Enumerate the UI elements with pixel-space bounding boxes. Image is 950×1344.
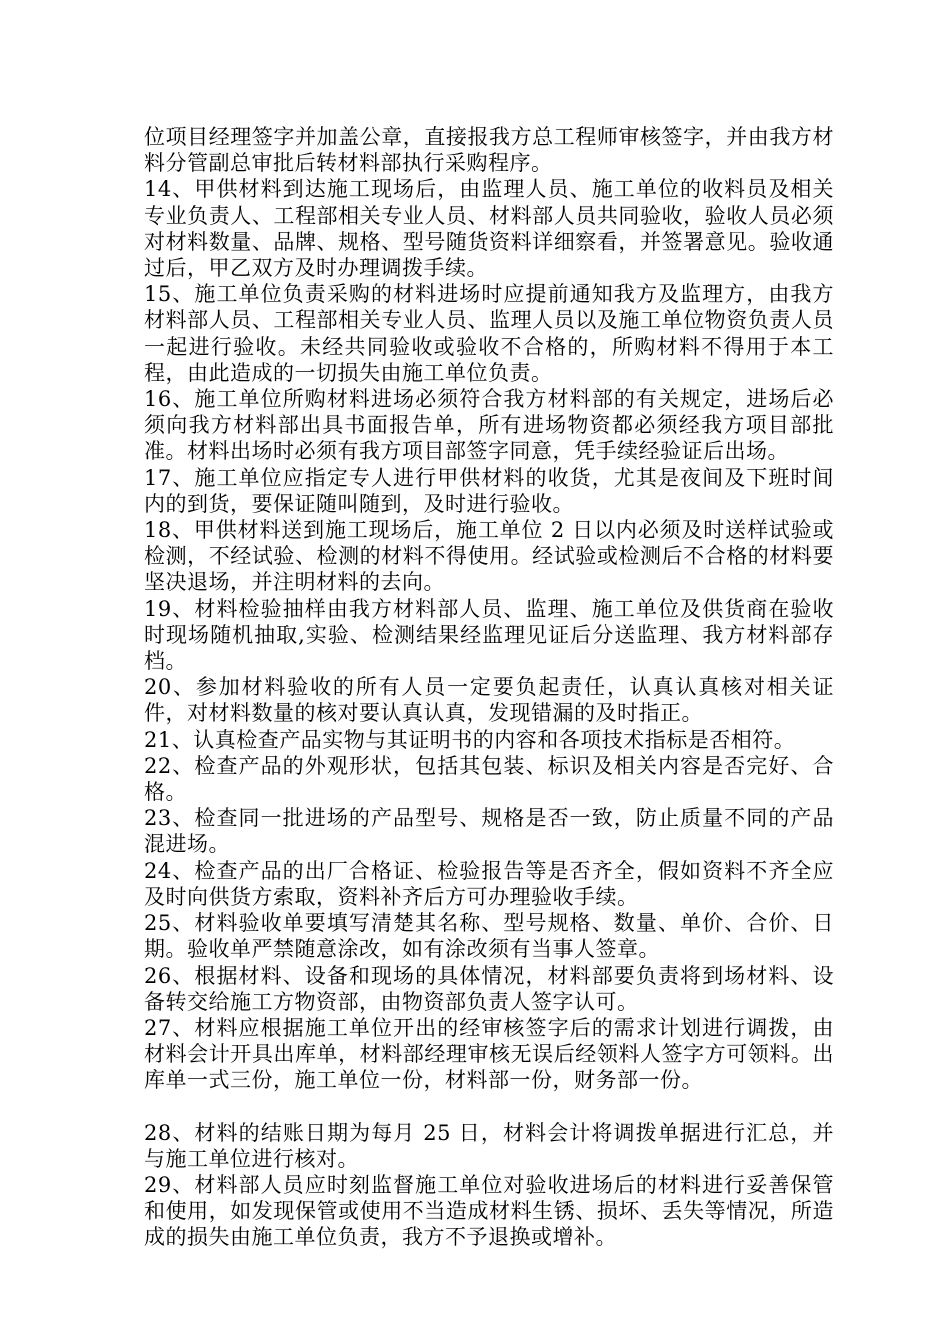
paragraph-item-19: 19、材料检验抽样由我方材料部人员、监理、施工单位及供货商在验收时现场随机抽取,实验、检测结果经监理见证后分送监理、我方材料部存档。 [144,596,834,674]
paragraph-item-14: 14、甲供材料到达施工现场后，由监理人员、施工单位的收料员及相关专业负责人、工程部相关专业人员、材料部人员共同验收，验收人员必须对材料数量、品牌、规格、型号随货资料详细察看，并签署意见。验收通过后，甲乙双方及时办理调拨手续。 [144,177,834,281]
paragraph-item-28: 28、材料的结账日期为每月 25 日，材料会计将调拨单据进行汇总，并与施工单位进行核对。 [144,1120,834,1171]
paragraph-item-17: 17、施工单位应指定专人进行甲供材料的收货，尤其是夜间及下班时间内的到货，要保证随叫随到，及时进行验收。 [144,465,834,516]
paragraph-item-21: 21、认真检查产品实物与其证明书的内容和各项技术指标是否相符。 [144,727,796,752]
paragraph-item-23: 23、检查同一批进场的产品型号、规格是否一致，防止质量不同的产品混进场。 [144,806,834,857]
paragraph-item-27: 27、材料应根据施工单位开出的经审核签字后的需求计划进行调拨，由 材料会计开具出库单，材料部经理审核无误后经领料人签字方可领料。出库单一式三份，施工单位一份，材料部一份，财务部一份。 [144,1015,834,1093]
paragraph-item-26: 26、根据材料、设备和现场的具体情况，材料部要负责将到场材料、设备转交给施工方物资部，由物资部负责人签字认可。 [144,963,834,1014]
paragraph-item-15: 15、施工单位负责采购的材料进场时应提前通知我方及监理方，由我方材料部人员、工程部相关专业人员、监理人员以及施工单位物资负责人员一起进行验收。未经共同验收或验收不合格的，所购材料不得用于本工程，由此造成的一切损失由施工单位负责。 [144,282,834,385]
paragraph-item-22: 22、检查产品的外观形状，包括其包装、标识及相关内容是否完好、合格。 [144,753,834,805]
paragraph-item-18: 18、甲供材料送到施工现场后，施工单位 2 日以内必须及时送样试验或检测，不经试验、检测的材料不得使用。经试验或检测后不合格的材料要坚决退场，并注明材料的去向。 [144,518,834,595]
document-body [144,124,834,1251]
paragraph-item-16: 16、施工单位所购材料进场必须符合我方材料部的有关规定，进场后必须向我方材料部出具书面报告单，所有进场物资都必须经我方项目部批准。材料出场时必须有我方项目部签字同意，凭手续经验证后出场。 [144,387,834,464]
blank-line [144,1094,834,1120]
paragraph-item-29: 29、材料部人员应时刻监督施工单位对验收进场后的材料进行妥善保管和使用，如发现保管或使用不当造成材料生锈、损坏、丢失等情况，所造成的损失由施工单位负责，我方不予退换或增补。 [144,1172,834,1250]
paragraph-item-24: 24、检查产品的出厂合格证、检验报告等是否齐全，假如资料不齐全应及时向供货方索取，资料补齐后方可办理验收手续。 [144,858,834,909]
paragraph-continuation: 位项目经理签字并加盖公章，直接报我方总工程师审核签字，并由我方材料分管副总审批后转材料部执行采购程序。 [144,125,834,176]
paragraph-item-20: 20、参加材料验收的所有人员一定要负起责任，认真认真核对相关证件，对材料数量的核对要认真认真，发现错漏的及时指正。 [144,675,834,726]
paragraph-item-25: 25、材料验收单要填写清楚其名称、型号规格、数量、单价、合价、日期。验收单严禁随意涂改，如有涂改须有当事人签章。 [144,911,834,962]
